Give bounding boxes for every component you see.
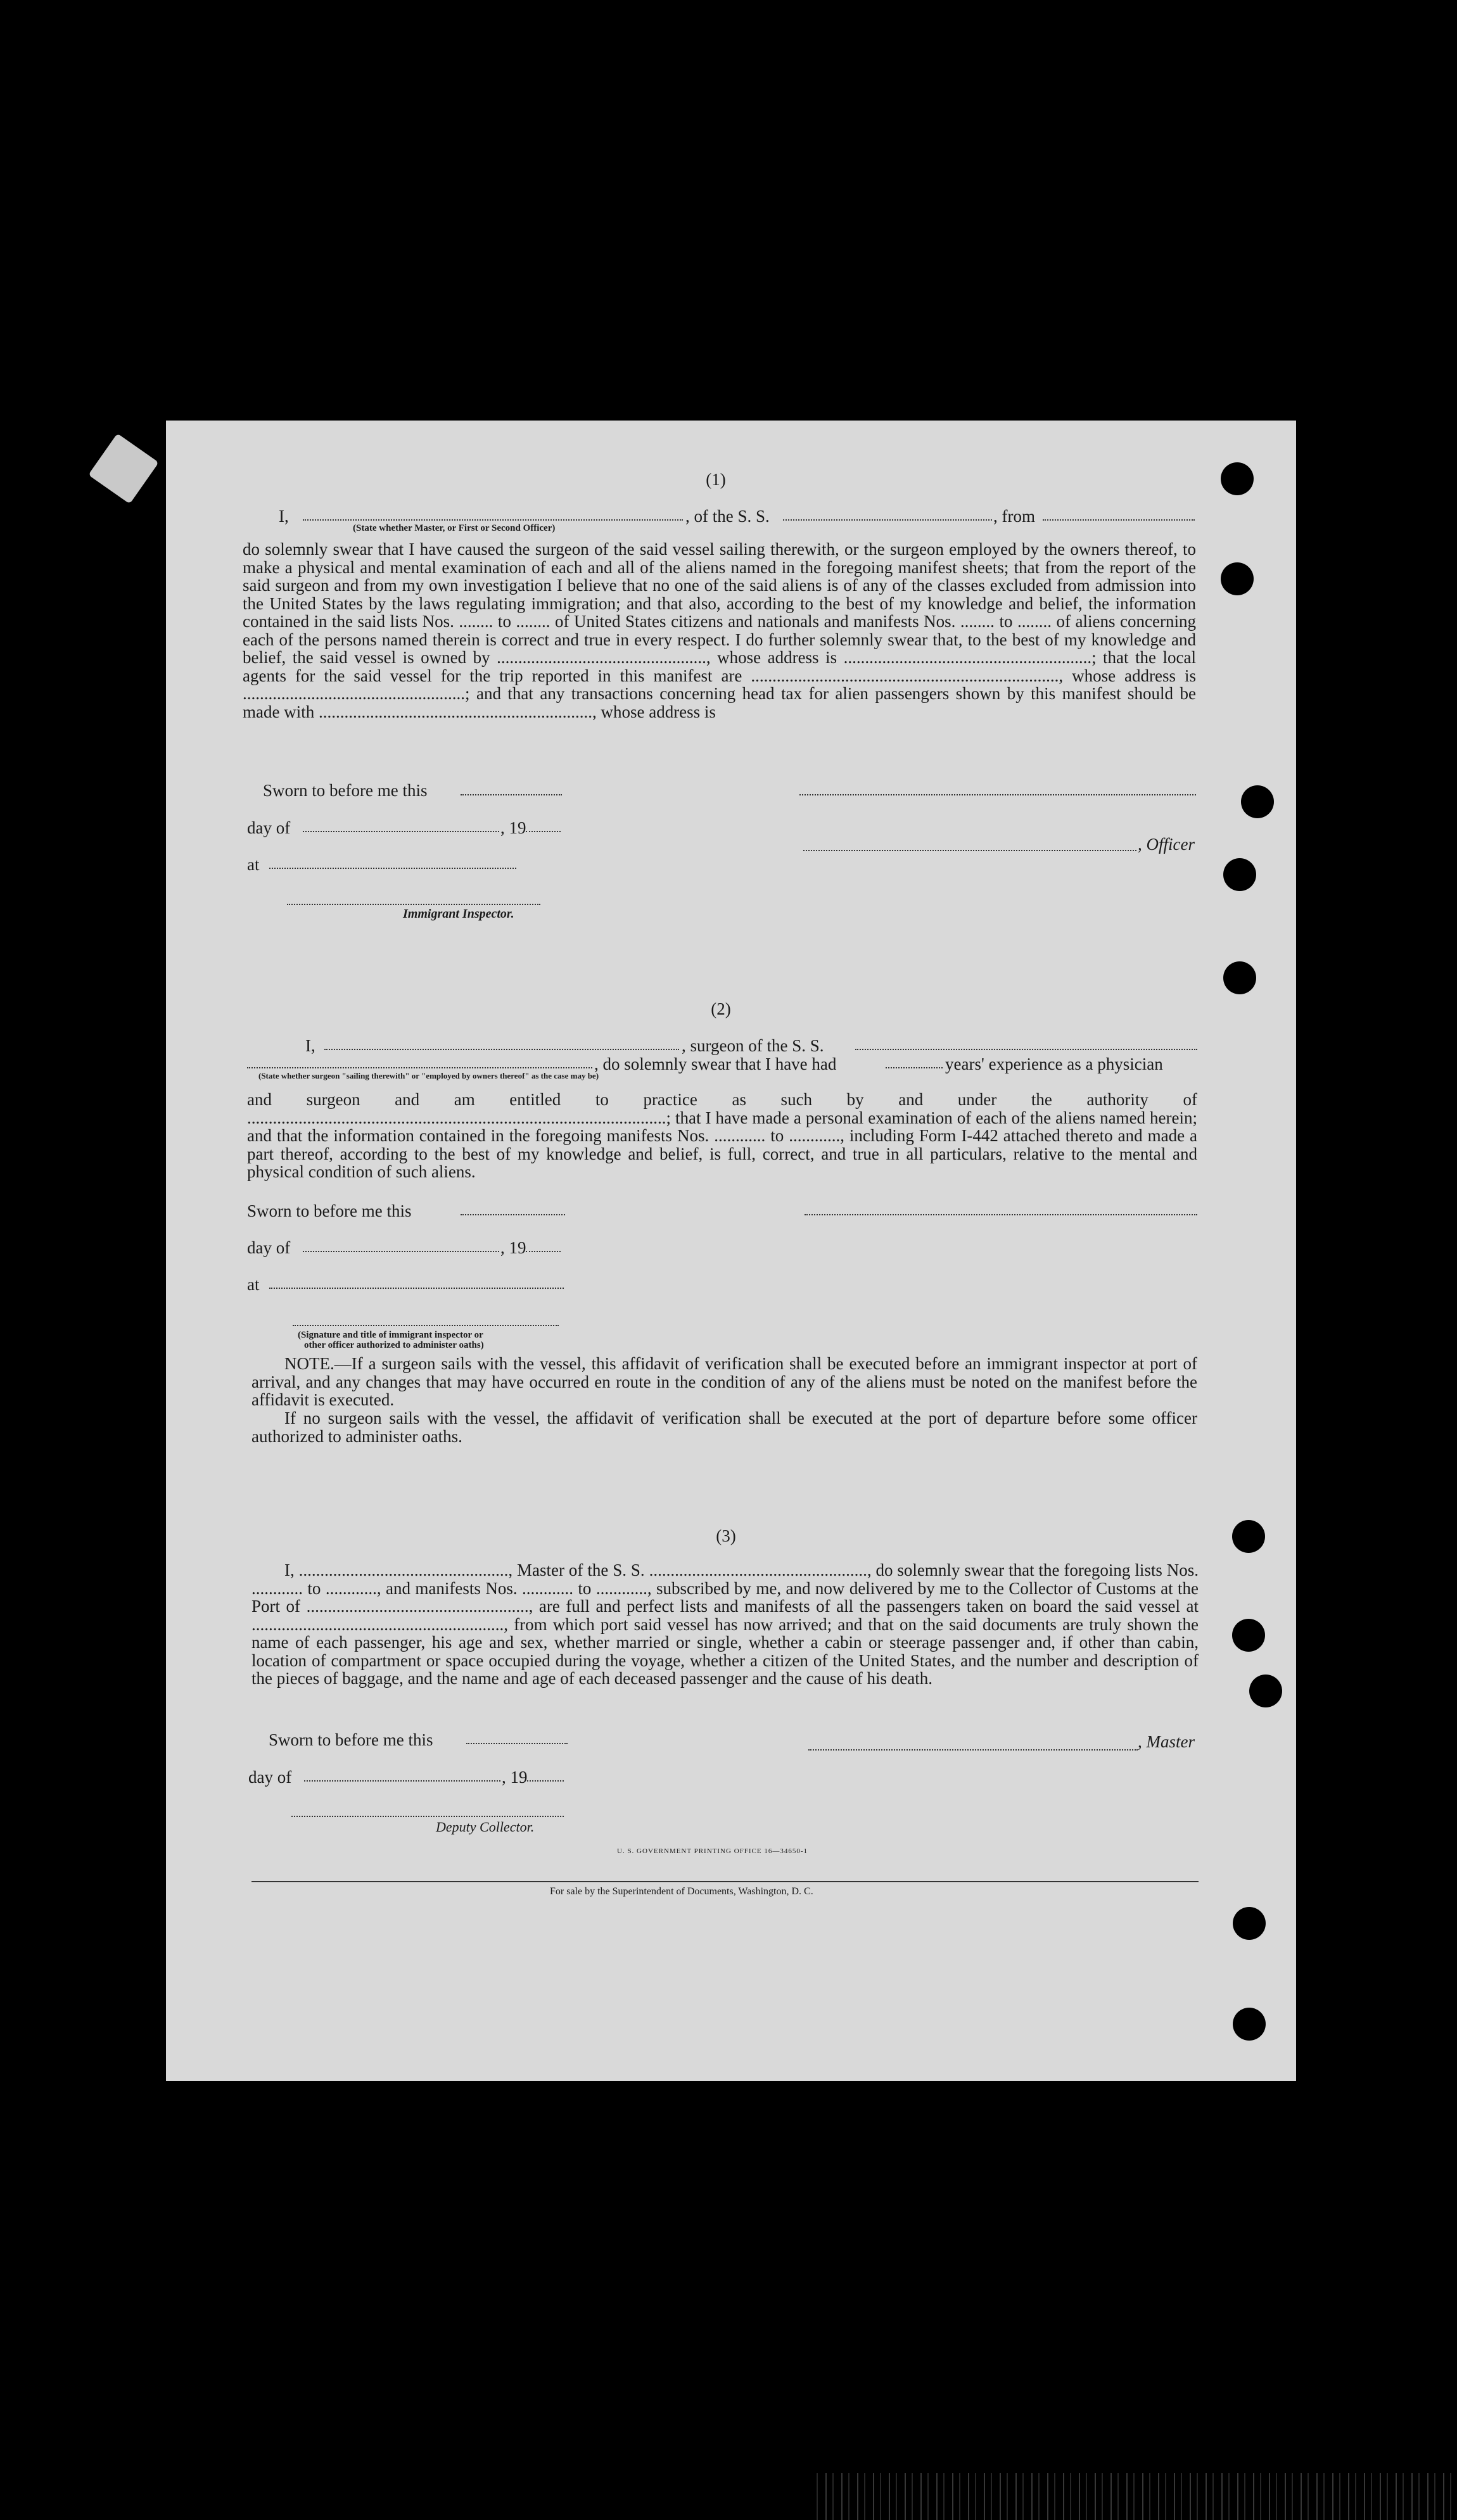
punch-hole bbox=[1223, 961, 1256, 994]
punch-hole bbox=[1221, 562, 1254, 595]
note-paragraph-2 bbox=[251, 1409, 1197, 1445]
section-1-oath-text: do solemnly swear that I have caused the surgeon of the said vessel sailing therewith, or the surgeon employed by the owners thereof, to make a physical and mental examination of each and all of the aliens named in the foregoing manifest sheets; that from the report of the said surgeon and from my own investigation I believe that no one of the said aliens is of any of the classes excluded from admission into the United States by the laws regulating immigration; and that also, according to the best of my knowledge and belief, the information contained in the said lists Nos. ........ to ........ of United States citizens and nationals and manifests Nos. ........ to ........ of aliens concerning each of the persons named therein is correct and true in every respect. I do further solemnly swear that, to the best of my knowledge and belief, the said vessel is owned by ................................................., whose address is ..........................................................; that the local agents for the said vessel for the trip reported in this manifest are ........................................................................, whose address is ....................................................; and that any transactions concerning head tax for alien passengers shown by this manifest should be made with ................................................................, whose address is bbox=[243, 540, 1196, 721]
from-label: , from bbox=[993, 507, 1035, 526]
section-1-sworn-label: Sworn to before me this bbox=[263, 781, 428, 800]
note-text-2: If no surgeon sails with the vessel, the affidavit of verification shall be executed at the port of departure before some officer authorized to administer oaths. bbox=[251, 1409, 1197, 1446]
from-port-field[interactable] bbox=[1043, 518, 1195, 521]
section-2-number: (2) bbox=[711, 999, 731, 1018]
section-3-year-field[interactable] bbox=[527, 1779, 564, 1782]
surgeon-of-ss-label: , surgeon of the S. S. bbox=[682, 1036, 824, 1055]
section-2-i-label: I, bbox=[305, 1036, 315, 1055]
section-3-sworn-date-field[interactable] bbox=[466, 1742, 568, 1744]
surgeon-name-field[interactable] bbox=[324, 1048, 679, 1050]
note-paragraph-1 bbox=[251, 1355, 1197, 1409]
punch-hole bbox=[1233, 2008, 1266, 2041]
years-experience-label: years' experience as a physician bbox=[945, 1054, 1163, 1073]
section-1-signature-line[interactable] bbox=[799, 793, 1196, 795]
section-2-inspector-signature-field[interactable] bbox=[293, 1324, 559, 1326]
sworn-date-field[interactable] bbox=[461, 793, 562, 795]
torn-corner bbox=[88, 433, 158, 503]
section-1-number: (1) bbox=[706, 470, 726, 489]
master-role-note: (State whether Master, or First or Second Officer) bbox=[353, 523, 556, 533]
section-3-day-field[interactable] bbox=[304, 1779, 500, 1782]
punch-hole bbox=[1241, 785, 1274, 818]
ship-name-field[interactable] bbox=[783, 518, 992, 521]
surgeon-signature-field[interactable] bbox=[805, 1213, 1197, 1215]
section-2-day-of-label: day of bbox=[247, 1238, 291, 1257]
master-signature-field[interactable] bbox=[808, 1748, 1138, 1751]
for-sale-note: For sale by the Superintendent of Documents, Washington, D. C. bbox=[550, 1886, 813, 1897]
punch-hole bbox=[1232, 1520, 1265, 1553]
note-text-1: NOTE.—If a surgeon sails with the vessel, this affidavit of verification shall be executed before an immigrant inspector at port of arrival, and any changes that may have occurred en route in the condition of any of the aliens must be noted on the manifest before the affidavit is executed. bbox=[251, 1354, 1197, 1409]
deputy-collector-signature-field[interactable] bbox=[291, 1814, 564, 1817]
of-ss-label: , of the S. S. bbox=[685, 507, 770, 526]
footer-rule bbox=[251, 1881, 1199, 1882]
section-1-day-of-label: day of bbox=[247, 818, 291, 837]
section-1-at-label: at bbox=[247, 855, 260, 874]
deputy-collector-label: Deputy Collector. bbox=[436, 1819, 535, 1835]
section-3-day-of-label: day of bbox=[248, 1768, 292, 1787]
section-1-i-label: I, bbox=[279, 507, 289, 526]
immigrant-inspector-label: Immigrant Inspector. bbox=[403, 907, 514, 921]
year-field[interactable] bbox=[526, 830, 561, 832]
officer-label: , Officer bbox=[1138, 835, 1195, 854]
printing-office-imprint: U. S. GOVERNMENT PRINTING OFFICE 16—34650-1 bbox=[617, 1847, 808, 1855]
section-1-year-label: , 19 bbox=[500, 818, 526, 837]
section-2-year-field[interactable] bbox=[526, 1250, 561, 1252]
section-2-at-label: at bbox=[247, 1275, 260, 1294]
years-experience-field[interactable] bbox=[886, 1066, 943, 1068]
surgeon-role-field[interactable] bbox=[247, 1066, 592, 1068]
section-2-day-field[interactable] bbox=[303, 1250, 499, 1252]
section-2-year-label: , 19 bbox=[500, 1238, 526, 1257]
swear-years-label: , do solemnly swear that I have had bbox=[594, 1054, 837, 1073]
officer-signature-field[interactable] bbox=[803, 849, 1136, 851]
punch-hole bbox=[1221, 462, 1254, 495]
section-3-oath-text: I, ................................................., Master of the S. S. ..................................................., do solemnly swear that the foregoing lists Nos. ............ to ............, and manifests Nos. ............ to ............, subscribed by me, and now delivered by me to the Collector of Customs at the Port of ...................................................., are full and perfect lists and manifests of all the passengers taken on board the said vessel at ..........................................................., from which port said vessel has now arrived; and that on the said documents are truly shown the name of each passenger, his age and sex, whether married or single, whether a cabin or steerage passenger and, if other than cabin, location of compartment or space occupied during the voyage, whether a citizen of the United States, and the number and description of the pieces of baggage, and the name and age of each deceased passenger and the cause of his death. bbox=[251, 1561, 1199, 1688]
section-3-number: (3) bbox=[716, 1526, 736, 1545]
master-name-field[interactable] bbox=[303, 518, 683, 521]
section-2-sworn-label: Sworn to before me this bbox=[247, 1201, 412, 1220]
section-3-year-label: , 19 bbox=[502, 1768, 528, 1787]
punch-hole bbox=[1233, 1907, 1266, 1940]
punch-hole bbox=[1223, 858, 1256, 891]
punch-hole bbox=[1232, 1619, 1265, 1652]
at-place-field[interactable] bbox=[269, 866, 516, 869]
section-2-sworn-date-field[interactable] bbox=[461, 1213, 565, 1215]
master-label: , Master bbox=[1138, 1732, 1195, 1751]
punch-hole bbox=[1249, 1675, 1282, 1707]
section-2-at-field[interactable] bbox=[269, 1286, 564, 1289]
day-of-field[interactable] bbox=[303, 830, 499, 832]
scan-noise-strip bbox=[811, 2473, 1457, 2520]
signature-note-line-2: other officer authorized to administer oaths) bbox=[304, 1340, 484, 1350]
surgeon-ship-field[interactable] bbox=[855, 1048, 1197, 1050]
surgeon-role-note: (State whether surgeon "sailing therewith" or "employed by owners thereof" as the case may be) bbox=[258, 1071, 599, 1080]
signature-note-line-1: (Signature and title of immigrant inspector or bbox=[298, 1330, 483, 1340]
section-3-sworn-label: Sworn to before me this bbox=[269, 1730, 433, 1749]
section-2-oath-text: and surgeon and am entitled to practice as such by and under the authority of ..................................................................................................; that I have made a personal examination of each of the aliens named herein; and that the information contained in the foregoing manifests Nos. ............ to ............, including Form I-442 attached thereto and made a part thereof, according to the best of my knowledge and belief, is full, correct, and true in all particulars, relative to the mental and physical condition of such aliens. bbox=[247, 1090, 1197, 1181]
